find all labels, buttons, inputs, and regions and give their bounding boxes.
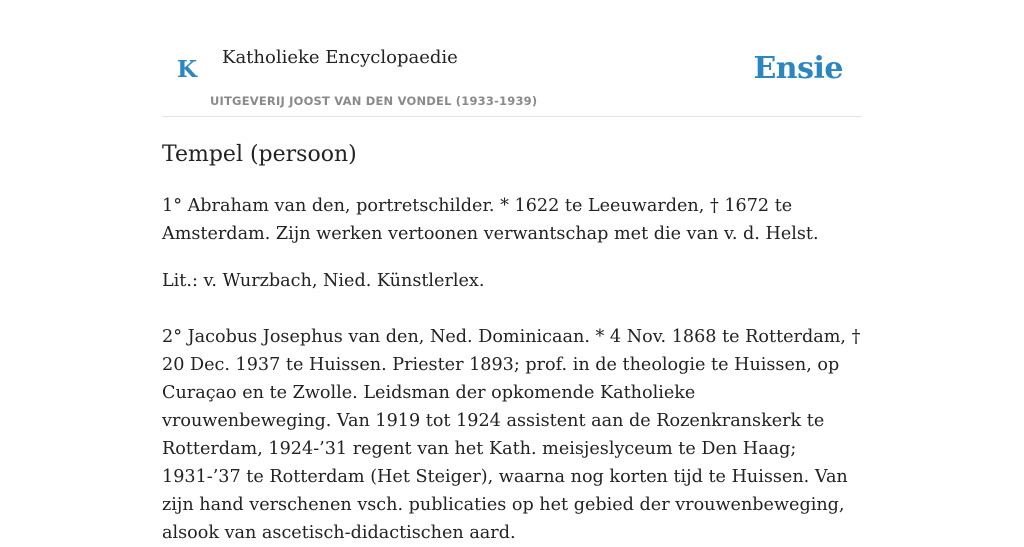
entry-paragraph-2: 2° Jacobus Josephus van den, Ned. Dominicaan. * 4 Nov. 1868 te Rotterdam, † 20 Dec. 1937 te Huissen. Priester 1893; prof. in de theologie te Huissen, op Curaçao en te Zwolle. Leidsman der opkomende Katholieke vrouwenbeweging. Van 1919 tot 1924 assistent aan de Rozenkranskerk te Rotterdam, 1924-’31 regent van het Kath. meisjeslyceum te Den Haag; 1931-’37 te Rotterdam (Het Steiger), waarna nog korten tijd te Huissen. Van zijn hand verschenen vsch. publicaties op het gebied der vrouwenbeweging, alsook van ascetisch-didactischen aard. — [162, 327, 861, 543]
book-logo-icon[interactable]: K — [177, 56, 197, 83]
page — [162, 0, 862, 543]
publisher-label: UITGEVERIJ JOOST VAN DEN VONDEL (1933-1939) — [210, 94, 538, 108]
ensie-logo-link[interactable]: Ensie — [753, 51, 843, 86]
entry-paragraph-1: 1° Abraham van den, portretschilder. * 1622 te Leeuwarden, † 1672 te Amsterdam. Zijn werken vertoonen verwantschap met die van v. d. Helst. — [162, 196, 819, 244]
book-title-link[interactable]: Katholieke Encyclopaedie — [222, 47, 458, 68]
entry-title: Tempel (persoon) — [162, 142, 357, 167]
site-header — [162, 0, 862, 117]
entry-paragraph-literature: Lit.: v. Wurzbach, Nied. Künstlerlex. — [162, 271, 485, 291]
